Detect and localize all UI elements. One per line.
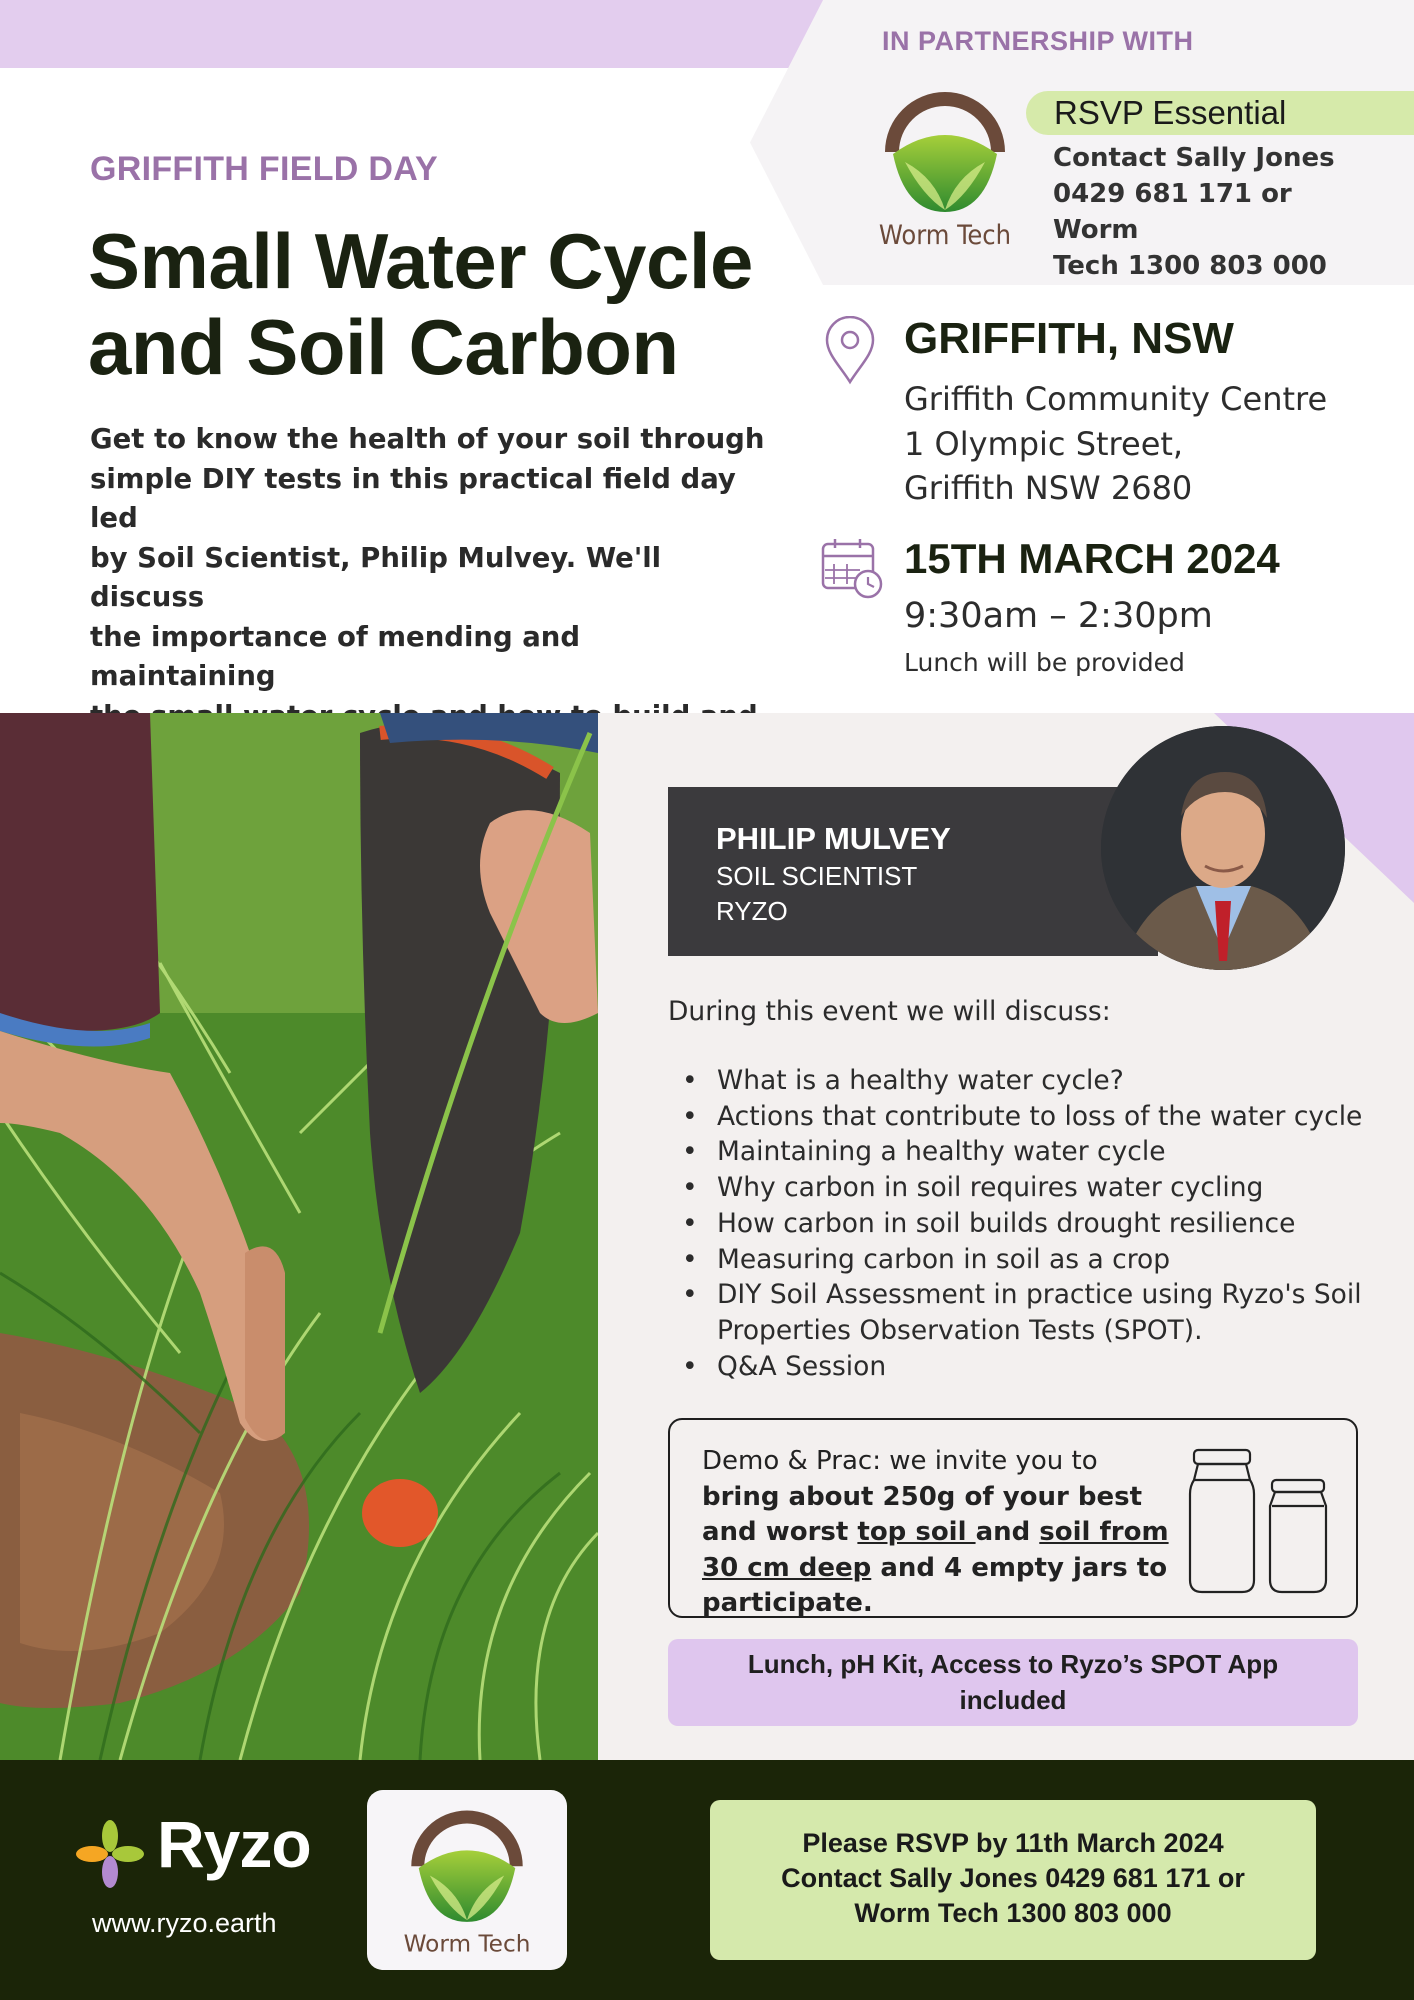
- demo-bold: and 4 empty jars to participate.: [702, 1552, 1168, 1618]
- worm-tech-logo: [402, 1802, 532, 1962]
- event-date: 15TH MARCH 2024: [904, 535, 1280, 582]
- demo-callout: [668, 1418, 1358, 1618]
- list-item: • Actions that contribute to loss of the water cycle: [668, 1099, 1388, 1135]
- demo-bold: bring about 250g of your best and worst: [702, 1481, 1143, 1547]
- list-item: • Maintaining a healthy water cycle: [668, 1134, 1388, 1170]
- discussion-intro: During this event we will discuss:: [668, 996, 1111, 1027]
- calendar-clock-icon: [820, 536, 884, 600]
- demo-underline: soil from 30 cm deep: [702, 1517, 1169, 1583]
- location-street: 1 Olympic Street,: [904, 425, 1184, 463]
- speaker-role-block: [716, 859, 917, 929]
- list-item: • DIY Soil Assessment in practice using Ryzo's Soil Properties Observation Tests (SPOT).: [668, 1277, 1388, 1348]
- list-item: • Q&A Session: [668, 1349, 1388, 1385]
- rsvp-contact-line: Tech 1300 803 000: [1053, 251, 1327, 281]
- event-time: 9:30am – 2:30pm: [904, 596, 1213, 636]
- footer-rsvp-box: [710, 1800, 1316, 1960]
- location-city: GRIFFITH, NSW: [904, 314, 1234, 363]
- rsvp-contact-line: Contact Sally Jones: [1053, 143, 1335, 173]
- demo-text: [702, 1444, 1172, 1622]
- included-line: included: [959, 1684, 1067, 1715]
- demo-lead: Demo & Prac: we invite you to: [702, 1446, 1098, 1476]
- demo-underline: top soil: [857, 1517, 976, 1547]
- worm-tech-logo: [875, 86, 1015, 252]
- soil-field-photo: [0, 713, 598, 1760]
- lunch-note: Lunch will be provided: [904, 648, 1185, 677]
- ryzo-url[interactable]: www.ryzo.earth: [92, 1908, 277, 1938]
- intro-line: the importance of mending and maintaining: [90, 620, 581, 692]
- ryzo-brand: Ryzo: [157, 1807, 311, 1881]
- footer-rsvp-line: Worm Tech 1300 803 000: [854, 1898, 1172, 1928]
- included-line: Lunch, pH Kit, Access to Ryzo’s SPOT App: [747, 1649, 1279, 1679]
- location-pin-icon: [822, 316, 878, 386]
- speaker-card: [668, 787, 1158, 956]
- rsvp-contact-block: [1053, 140, 1383, 284]
- top-accent-band: [0, 0, 860, 68]
- location-suburb: Griffith NSW 2680: [904, 469, 1193, 507]
- speaker-portrait: [1101, 726, 1345, 970]
- event-title: [88, 218, 788, 390]
- speaker-role: SOIL SCIENTIST: [716, 861, 918, 891]
- location-venue: Griffith Community Centre: [904, 380, 1328, 418]
- intro-line: Get to know the health of your soil through: [90, 423, 765, 455]
- speaker-name: PHILIP MULVEY: [716, 821, 951, 856]
- rsvp-essential-label: RSVP Essential: [1026, 91, 1414, 135]
- event-title-line: and Soil Carbon: [88, 303, 679, 391]
- list-item: • How carbon in soil builds drought resilience: [668, 1206, 1388, 1242]
- demo-connector: and: [975, 1517, 1040, 1547]
- list-item: • What is a healthy water cycle?: [668, 1063, 1388, 1099]
- rsvp-contact-line: 0429 681 171 or Worm: [1053, 179, 1292, 245]
- footer-rsvp-line: Contact Sally Jones 0429 681 171 or: [781, 1863, 1245, 1893]
- event-eyebrow: GRIFFITH FIELD DAY: [90, 150, 438, 188]
- worm-tech-logo-text: Worm Tech: [403, 1930, 531, 1958]
- topic-list: [668, 1063, 1388, 1384]
- details-panel: [598, 713, 1414, 1760]
- speaker-org: RYZO: [716, 896, 788, 926]
- worm-tech-tile: [367, 1790, 567, 1970]
- footer: [0, 1760, 1414, 2000]
- ryzo-flower-icon: [74, 1818, 146, 1890]
- partnership-heading: IN PARTNERSHIP WITH: [882, 26, 1194, 56]
- jars-icon: [1180, 1446, 1340, 1596]
- list-item: • Why carbon in soil requires water cycling: [668, 1170, 1388, 1206]
- list-item: • Measuring carbon in soil as a crop: [668, 1242, 1388, 1278]
- worm-tech-logo-text: Worm Tech: [878, 220, 1012, 251]
- intro-line: simple DIY tests in this practical field day led: [90, 462, 736, 534]
- event-title-line: Small Water Cycle: [88, 217, 753, 305]
- intro-line: by Soil Scientist, Philip Mulvey. We'll discuss: [90, 541, 662, 613]
- footer-rsvp-line: Please RSVP by 11th March 2024: [802, 1828, 1224, 1858]
- included-banner: [668, 1639, 1358, 1726]
